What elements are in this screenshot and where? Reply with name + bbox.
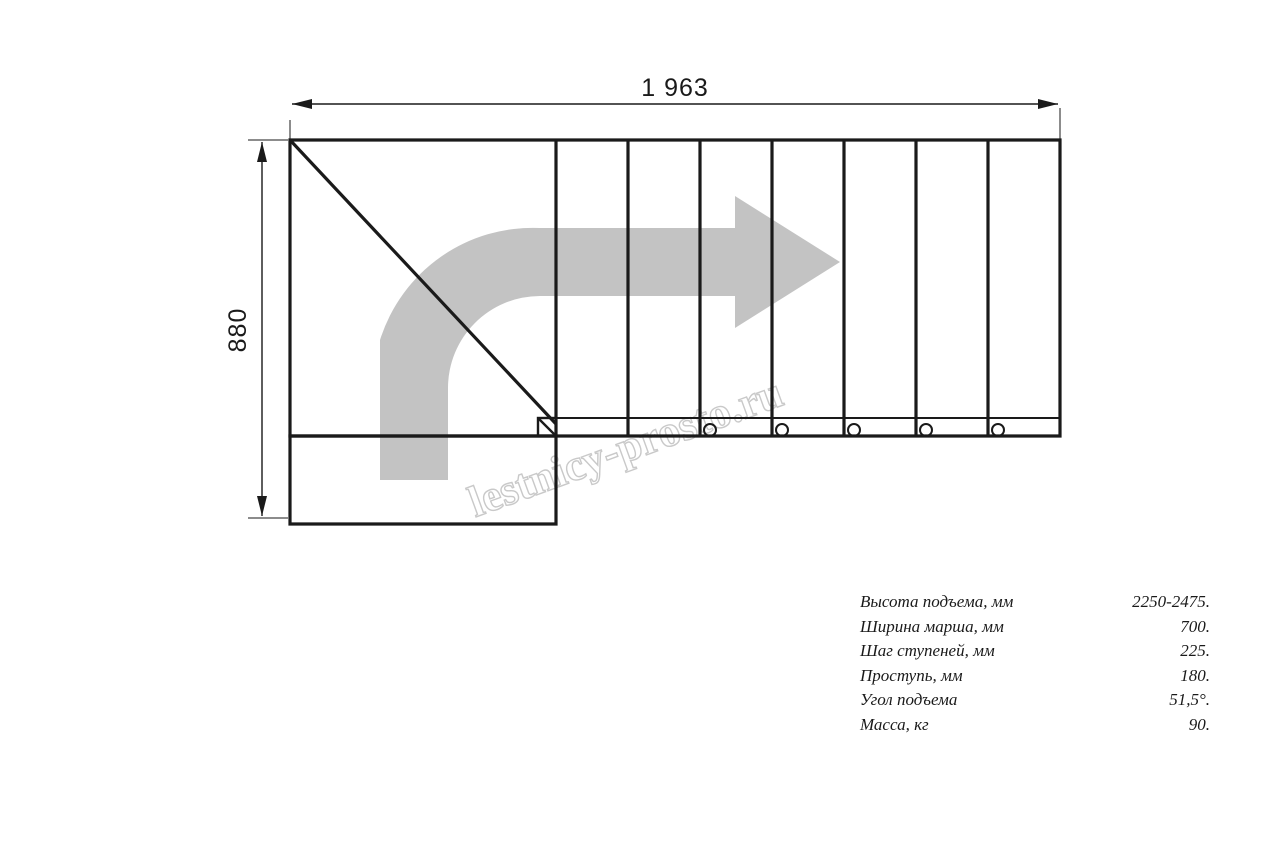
spec-row (860, 590, 1210, 615)
dimension-width-label: 1 963 (641, 74, 709, 102)
watermark (462, 368, 789, 527)
spec-row (860, 664, 1210, 689)
dimension-height-label: 880 (224, 307, 252, 353)
spec-label: Масса, кг (860, 714, 929, 734)
dimension-width (290, 74, 1060, 140)
dimension-height (224, 140, 288, 518)
spec-label: Угол подъема (860, 690, 958, 709)
spec-label: Ширина марша, мм (860, 616, 1004, 636)
spec-label: Шаг ступеней, мм (860, 641, 995, 660)
spec-row (860, 713, 1210, 738)
spec-row (860, 615, 1210, 640)
watermark-text: lestnicy-prosto.ru (461, 367, 790, 527)
spec-value: 225. (1180, 641, 1210, 660)
spec-value: 700. (1180, 616, 1210, 636)
specifications-table (860, 590, 1210, 737)
spec-value: 51,5°. (1169, 690, 1210, 709)
spec-row (860, 639, 1210, 664)
spec-value: 2250-2475. (1132, 592, 1210, 611)
spec-label: Проступь, мм (860, 665, 963, 685)
spec-row (860, 688, 1210, 713)
spec-value: 90. (1188, 714, 1210, 734)
spec-value: 180. (1180, 665, 1210, 685)
spec-label: Высота подъема, мм (860, 592, 1014, 611)
